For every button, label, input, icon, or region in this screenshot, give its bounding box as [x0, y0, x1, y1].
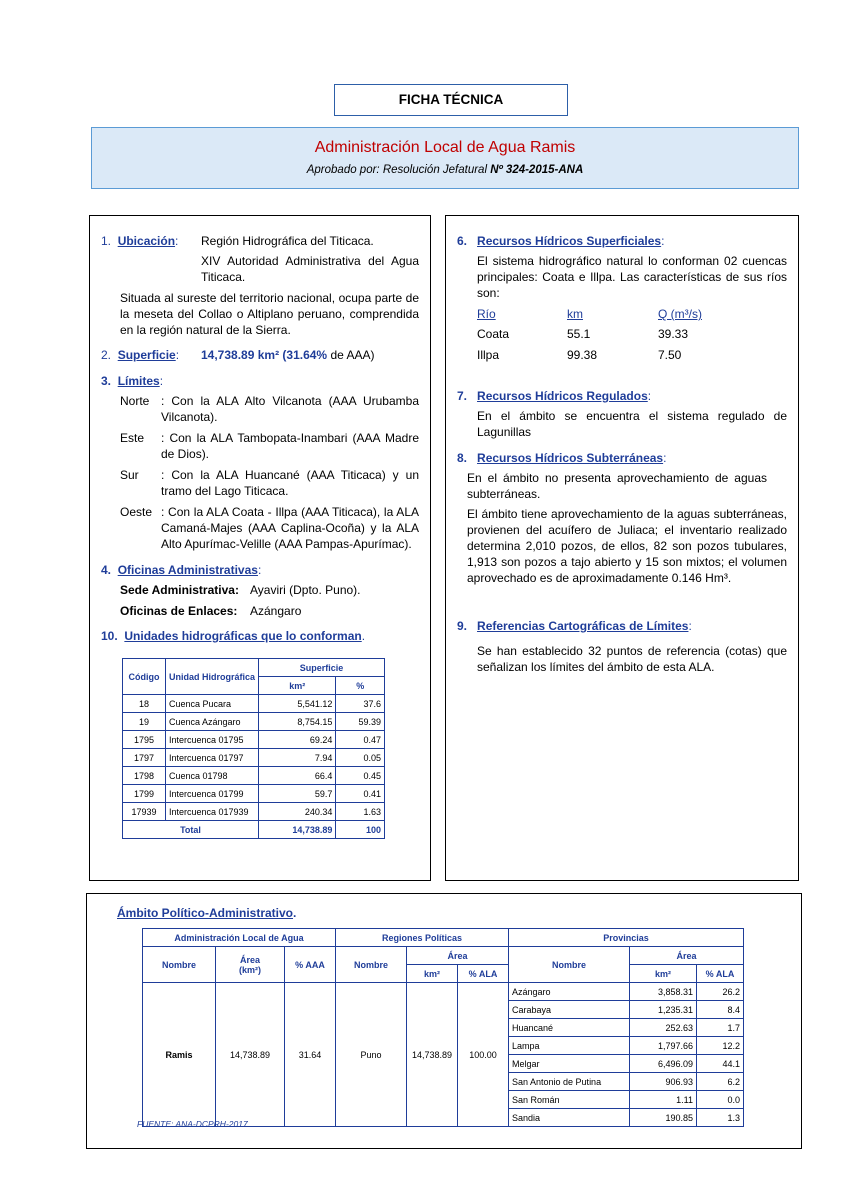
prov-cell-p: 12.2 [697, 1037, 744, 1055]
sede-value: Ayaviri (Dpto. Puno). [250, 583, 361, 597]
prov-cell-n: San Antonio de Putina [509, 1073, 630, 1091]
s3-dir-sur: Sur [120, 468, 139, 482]
cell-ala-nombre: Ramis [143, 983, 216, 1127]
s9-title: Referencias Cartográficas de Límites [477, 619, 689, 633]
s6-h-rio: Río [477, 307, 496, 321]
s6-paragraph: El sistema hidrográfico natural lo conforman 02 cuencas principales: Coata e Illpa. Las características de sus ríos son: [477, 254, 787, 300]
th-km: km² [259, 677, 336, 695]
cell-c: 18 [123, 695, 166, 713]
s1-title: Ubicación [117, 234, 176, 248]
th-reg-pala: % ALA [458, 965, 509, 983]
cell-p: 0.41 [336, 785, 385, 803]
table-row [123, 713, 385, 731]
ala-title: Administración Local de Agua Ramis [314, 139, 576, 156]
cell-reg-nombre: Puno [336, 983, 407, 1127]
th-regiones: Regiones Políticas [336, 929, 509, 947]
th-prov-area: Área [630, 947, 744, 965]
cell-k: 8,754.15 [259, 713, 336, 731]
prov-cell-k: 1,797.66 [630, 1037, 697, 1055]
total-label: Total [123, 821, 259, 839]
s7-heading: 7. Recursos Hídricos Regulados: [457, 389, 652, 403]
th-codigo: Código [123, 659, 166, 695]
rio-illpa: Illpa [477, 348, 500, 362]
s4-heading: 4. Oficinas Administrativas: [101, 563, 262, 577]
table-row [143, 983, 744, 1001]
table-row [123, 803, 385, 821]
s1-paragraph: Situada al sureste del territorio nacional, ocupa parte de la meseta del Collao o Altiplano peruano, comprendida en la región natural de la Sierra. [120, 291, 419, 337]
approval-text: Aprobado por: Resolución Jefatural [306, 164, 491, 176]
ambito-title: Ámbito Político-Administrativo [117, 906, 294, 920]
prov-cell-k: 906.93 [630, 1073, 697, 1091]
prov-cell-p: 6.2 [697, 1073, 744, 1091]
hydro-units-table [122, 658, 385, 839]
table-row [123, 767, 385, 785]
prov-cell-n: Lampa [509, 1037, 630, 1055]
cell-p: 0.47 [336, 731, 385, 749]
sede-label: Sede Administrativa: [120, 583, 239, 597]
cell-k: 5,541.12 [259, 695, 336, 713]
th-provincias: Provincias [509, 929, 744, 947]
s2-pct: (31.64% [282, 348, 328, 362]
th-ala-nombre: Nombre [143, 947, 216, 983]
s8-paragraph-2: El ámbito tiene aprovechamiento de la aguas subterráneas, provienen del acuífero de Juliaca; el inventario realizado determina 2,010 pozos, de ellos, 82 son pozos tubulares, 1,913 son pozos a tajo abierto y 15 son mixtos; el volumen aprovechado es de aproximadamente 0.146 Hm³. [467, 507, 787, 585]
cell-u: Cuenca Pucara [166, 695, 259, 713]
prov-cell-k: 190.85 [630, 1109, 697, 1127]
s2-value-line [201, 347, 374, 363]
th-superficie: Superficie [259, 659, 385, 677]
s3-text-oeste: : Con la ALA Coata - Illpa (AAA Titicaca), la ALA Camaná-Majes (AAA Caplina-Ocoña) y la ALA Alto Apurímac-Velille (AAA Pampas-Apurímac). [161, 505, 419, 551]
s4-num: 4. [101, 563, 112, 577]
s8-heading: 8. Recursos Hídricos Subterráneas: [457, 451, 667, 465]
th-reg-area: Área [407, 947, 509, 965]
s7-num: 7. [457, 389, 468, 403]
s8-paragraph-1: En el ámbito no presenta aprovechamiento de aguas subterráneas. [467, 471, 767, 501]
s8-num: 8. [457, 451, 468, 465]
total-pct: 100 [336, 821, 385, 839]
cell-k: 7.94 [259, 749, 336, 767]
cell-ala-area: 14,738.89 [216, 983, 285, 1127]
q-illpa: 7.50 [658, 348, 682, 362]
s10-title: Unidades hidrográficas que lo conforman [124, 629, 362, 643]
enlaces-label: Oficinas de Enlaces: [120, 604, 238, 618]
prov-cell-k: 3,858.31 [630, 983, 697, 1001]
s8-title: Recursos Hídricos Subterráneas [477, 451, 664, 465]
cell-u: Intercuenca 01797 [166, 749, 259, 767]
s3-text-sur: : Con la ALA Huancané (AAA Titicaca) y un tramo del Lago Titicaca. [161, 468, 419, 498]
s3-dir-norte: Norte [120, 394, 150, 408]
th-reg-nombre: Nombre [336, 947, 407, 983]
table-row [123, 749, 385, 767]
s3-text-norte: : Con la ALA Alto Vilcanota (AAA Urubamba Vilcanota). [161, 394, 419, 424]
s10-heading: 10. Unidades hidrográficas que lo conforman. [101, 629, 366, 643]
cell-p: 37.6 [336, 695, 385, 713]
cell-k: 240.34 [259, 803, 336, 821]
cell-k: 59.7 [259, 785, 336, 803]
s4-title: Oficinas Administrativas [117, 563, 258, 577]
table-row [123, 785, 385, 803]
km-coata: 55.1 [567, 327, 591, 341]
cell-p: 59.39 [336, 713, 385, 731]
s6-title: Recursos Hídricos Superficiales [477, 234, 662, 248]
prov-cell-k: 1.11 [630, 1091, 697, 1109]
cell-c: 17939 [123, 803, 166, 821]
th-ala-area: Área (km²) [216, 947, 285, 983]
cell-c: 1795 [123, 731, 166, 749]
cell-ala-paaa: 31.64 [285, 983, 336, 1127]
s1-line1: Región Hidrográfica del Titicaca. [201, 234, 374, 248]
prov-cell-k: 252.63 [630, 1019, 697, 1037]
cell-u: Cuenca 01798 [166, 767, 259, 785]
s3-heading: 3. Límites: [101, 374, 164, 388]
s3-title: Límites [117, 374, 160, 388]
s1-heading: 1. Ubicación: [101, 234, 179, 248]
th-prov-km: km² [630, 965, 697, 983]
s10-num: 10. [101, 629, 118, 643]
prov-cell-p: 26.2 [697, 983, 744, 1001]
s2-value: 14,738.89 km² [201, 348, 280, 362]
prov-cell-n: Carabaya [509, 1001, 630, 1019]
prov-cell-p: 8.4 [697, 1001, 744, 1019]
s2-heading: 2. Superficie: [101, 348, 180, 362]
th-ala: Administración Local de Agua [143, 929, 336, 947]
source-note: FUENTE: ANA-DCPRH-2017. [137, 1119, 251, 1129]
prov-cell-n: Azángaro [509, 983, 630, 1001]
cell-reg-km: 14,738.89 [407, 983, 458, 1127]
s3-dir-este: Este [120, 431, 145, 445]
cell-p: 0.05 [336, 749, 385, 767]
prov-cell-n: Huancané [509, 1019, 630, 1037]
prov-cell-k: 1,235.31 [630, 1001, 697, 1019]
ambito-table [142, 928, 744, 1127]
s3-num: 3. [101, 374, 112, 388]
s6-h-q: Q (m³/s) [658, 307, 702, 321]
prov-cell-p: 1.7 [697, 1019, 744, 1037]
s1-num: 1. [101, 234, 112, 248]
s2-num: 2. [101, 348, 112, 362]
cell-c: 1798 [123, 767, 166, 785]
th-prov-pala: % ALA [697, 965, 744, 983]
s9-num: 9. [457, 619, 468, 633]
th-prov-nombre: Nombre [509, 947, 630, 983]
table-row [123, 731, 385, 749]
cell-u: Intercuenca 01799 [166, 785, 259, 803]
s7-paragraph: En el ámbito se encuentra el sistema regulado de Lagunillas [477, 409, 787, 439]
prov-cell-n: Melgar [509, 1055, 630, 1073]
th-unidad: Unidad Hidrográfica [166, 659, 259, 695]
s2-title: Superficie [117, 348, 176, 362]
prov-cell-k: 6,496.09 [630, 1055, 697, 1073]
cell-u: Cuenca Azángaro [166, 713, 259, 731]
cell-p: 0.45 [336, 767, 385, 785]
approval-line [92, 164, 798, 176]
table-row [123, 695, 385, 713]
cell-p: 1.63 [336, 803, 385, 821]
th-ala-paaa: % AAA [285, 947, 336, 983]
th-reg-km: km² [407, 965, 458, 983]
cell-u: Intercuenca 01795 [166, 731, 259, 749]
bottom-title: Ámbito Político-Administrativo. [117, 906, 297, 920]
s1-line2: XIV Autoridad Administrativa del Agua Titicaca. [201, 254, 419, 284]
s2-rest: de AAA) [327, 348, 375, 362]
s7-title: Recursos Hídricos Regulados [477, 389, 648, 403]
s6-heading: 6. Recursos Hídricos Superficiales: [457, 234, 665, 248]
cell-c: 1799 [123, 785, 166, 803]
prov-cell-n: Sandia [509, 1109, 630, 1127]
s3-text-este: : Con la ALA Tambopata-Inambari (AAA Madre de Dios). [161, 431, 419, 461]
enlaces-value: Azángaro [250, 604, 302, 618]
s9-paragraph: Se han establecido 32 puntos de referencia (cotas) que señalizan los límites del ámbito de esta ALA. [477, 644, 787, 674]
resolution-number: Nº 324-2015-ANA [490, 164, 584, 176]
cell-reg-pala: 100.00 [458, 983, 509, 1127]
s9-heading: 9. Referencias Cartográficas de Límites: [457, 619, 692, 633]
s6-num: 6. [457, 234, 468, 248]
th-pct: % [336, 677, 385, 695]
cell-u: Intercuenca 017939 [166, 803, 259, 821]
prov-cell-p: 0.0 [697, 1091, 744, 1109]
km-illpa: 99.38 [567, 348, 598, 362]
cell-c: 19 [123, 713, 166, 731]
prov-cell-p: 1.3 [697, 1109, 744, 1127]
prov-cell-p: 44.1 [697, 1055, 744, 1073]
s6-h-km: km [567, 307, 583, 321]
total-km: 14,738.89 [259, 821, 336, 839]
cell-k: 69.24 [259, 731, 336, 749]
rio-coata: Coata [477, 327, 510, 341]
ficha-tecnica-title: FICHA TÉCNICA [334, 84, 568, 116]
cell-k: 66.4 [259, 767, 336, 785]
cell-c: 1797 [123, 749, 166, 767]
header-banner [91, 127, 799, 189]
prov-cell-n: San Román [509, 1091, 630, 1109]
s3-dir-oeste: Oeste [120, 505, 153, 519]
q-coata: 39.33 [658, 327, 689, 341]
